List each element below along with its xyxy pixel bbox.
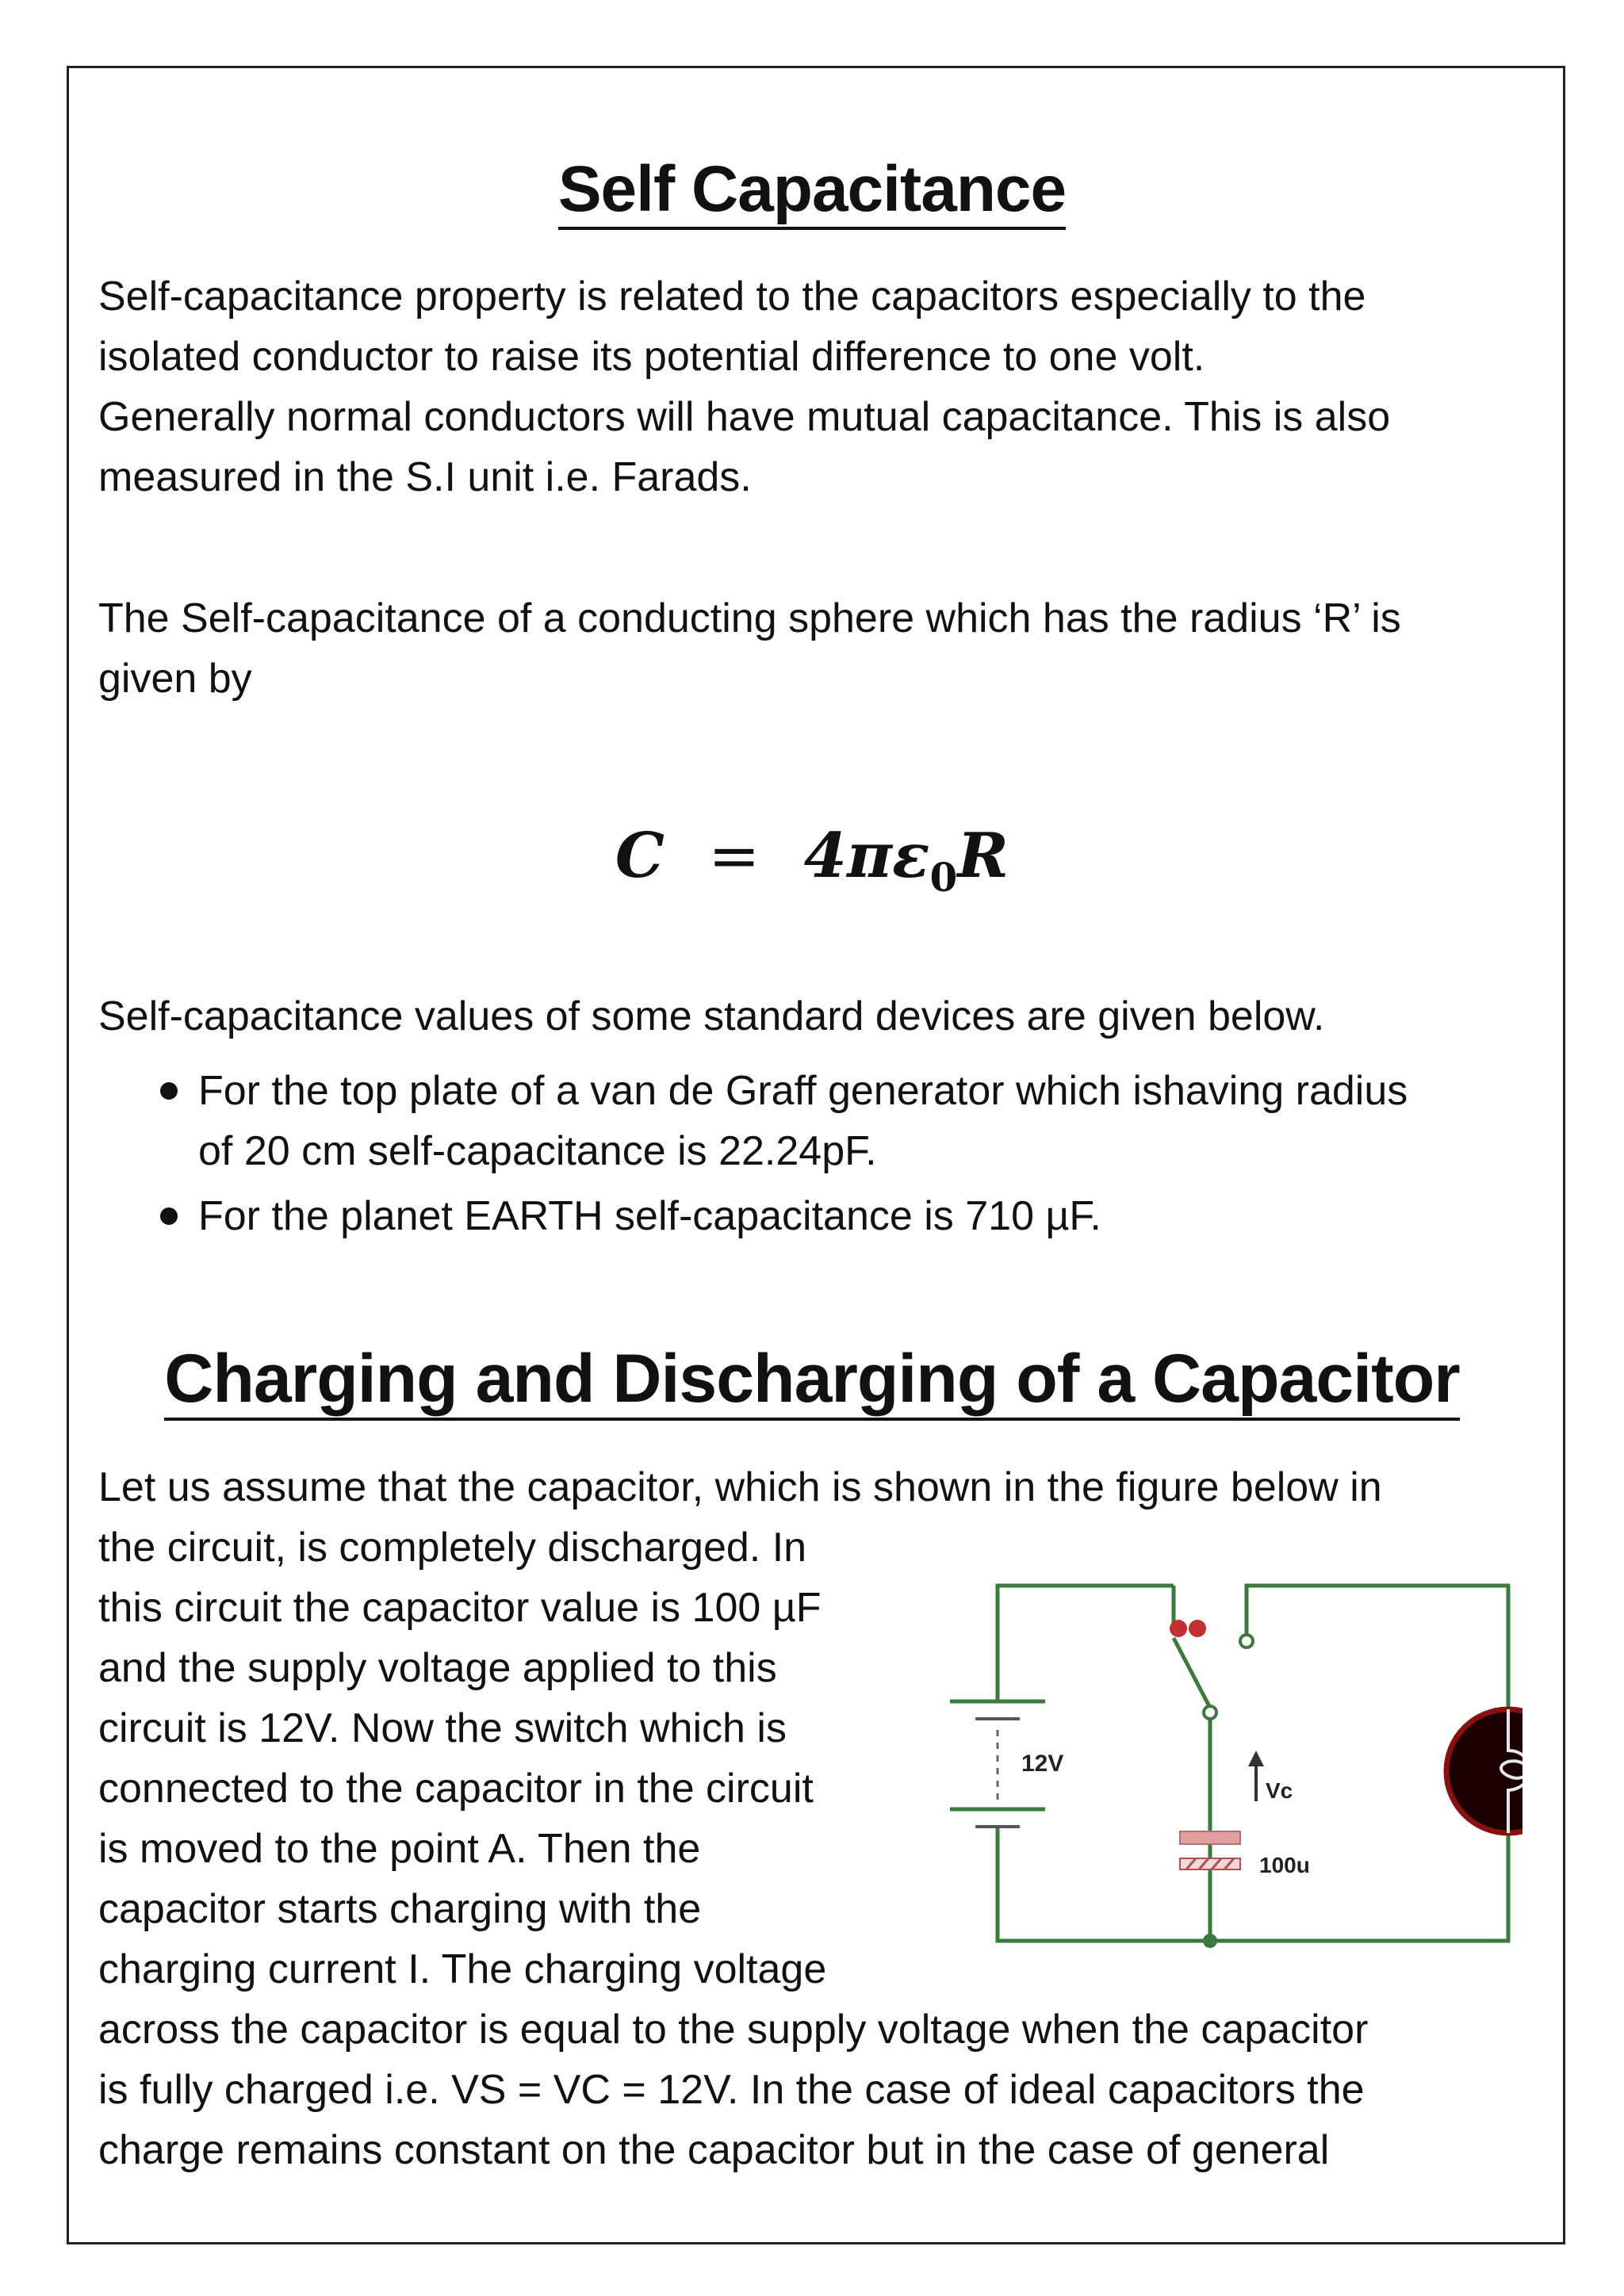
formula-equals: = <box>708 821 760 892</box>
text-line: is moved to the point A. Then the <box>98 1826 701 1872</box>
text-line: this circuit the capacitor value is 100 µF <box>98 1585 822 1631</box>
text-line: Self-capacitance values of some standard devices are given below. <box>98 993 1325 1039</box>
text-line: circuit is 12V. Now the switch which is <box>98 1705 787 1751</box>
list-item <box>98 1186 1408 1246</box>
lamp-icon <box>1446 1709 1522 1833</box>
text-line: capacitor starts charging with the <box>98 1886 702 1932</box>
paragraph-sphere <box>98 588 1401 709</box>
section-title-charging: Charging and Discharging of a Capacitor <box>0 1340 1624 1421</box>
text-line: Let us assume that the capacitor, which is shown in the figure below in <box>98 1464 1382 1510</box>
text-line: For the planet EARTH self-capacitance is 710 µF. <box>198 1193 1101 1239</box>
intro-standard-devices <box>98 986 1324 1047</box>
list-item <box>98 1061 1408 1181</box>
text-line: charging current I. The charging voltage <box>98 1946 827 1992</box>
text-line: For the top plate of a van de Graff generator which ishaving radius <box>198 1068 1408 1114</box>
switch-icon <box>1170 1620 1253 1719</box>
text-line: given by <box>98 656 252 702</box>
bullet-icon <box>160 1082 178 1100</box>
vc-label: Vc <box>1266 1778 1293 1803</box>
formula-lhs: C <box>615 820 665 892</box>
text-line: measured in the S.I unit i.e. Farads. <box>98 454 752 500</box>
formula-self-capacitance <box>0 820 1624 901</box>
formula-subscript: 0 <box>929 854 958 901</box>
text-line: Self-capacitance property is related to the capacitors especially to the <box>98 274 1366 320</box>
text-line: is fully charged i.e. VS = VC = 12V. In the case of ideal capacitors the <box>98 2067 1365 2113</box>
paragraph-self-capacitance <box>98 266 1390 507</box>
text-line: Generally normal conductors will have mutual capacitance. This is also <box>98 394 1391 440</box>
text-line: isolated conductor to raise its potential difference to one volt. <box>98 334 1205 380</box>
capacitor-label: 100u <box>1259 1853 1310 1877</box>
arrow-up-icon <box>1248 1751 1264 1801</box>
battery-label: 12V <box>1021 1751 1064 1777</box>
wire-top-left <box>998 1586 1174 1701</box>
text-line: the circuit, is completely discharged. In <box>98 1525 807 1571</box>
circuit-diagram <box>936 1571 1522 1968</box>
section-title-self-capacitance: Self Capacitance <box>0 152 1624 230</box>
text-line: charge remains constant on the capacitor but in the case of general <box>98 2127 1330 2173</box>
text-line: connected to the capacitor in the circuit <box>98 1766 814 1812</box>
text-line: The Self-capacitance of a conducting sphere which has the radius ‘R’ is <box>98 595 1401 641</box>
bullet-list <box>98 1061 1408 1246</box>
formula-coefficient: 4πε <box>803 820 930 892</box>
text-line: of 20 cm self-capacitance is 22.24pF. <box>198 1128 877 1174</box>
formula-variable: R <box>957 820 1009 892</box>
bullet-icon <box>160 1207 178 1225</box>
text-line: and the supply voltage applied to this <box>98 1645 777 1691</box>
text-line: across the capacitor is equal to the supply voltage when the capacitor <box>98 2007 1369 2053</box>
junction-dot <box>1203 1934 1217 1948</box>
